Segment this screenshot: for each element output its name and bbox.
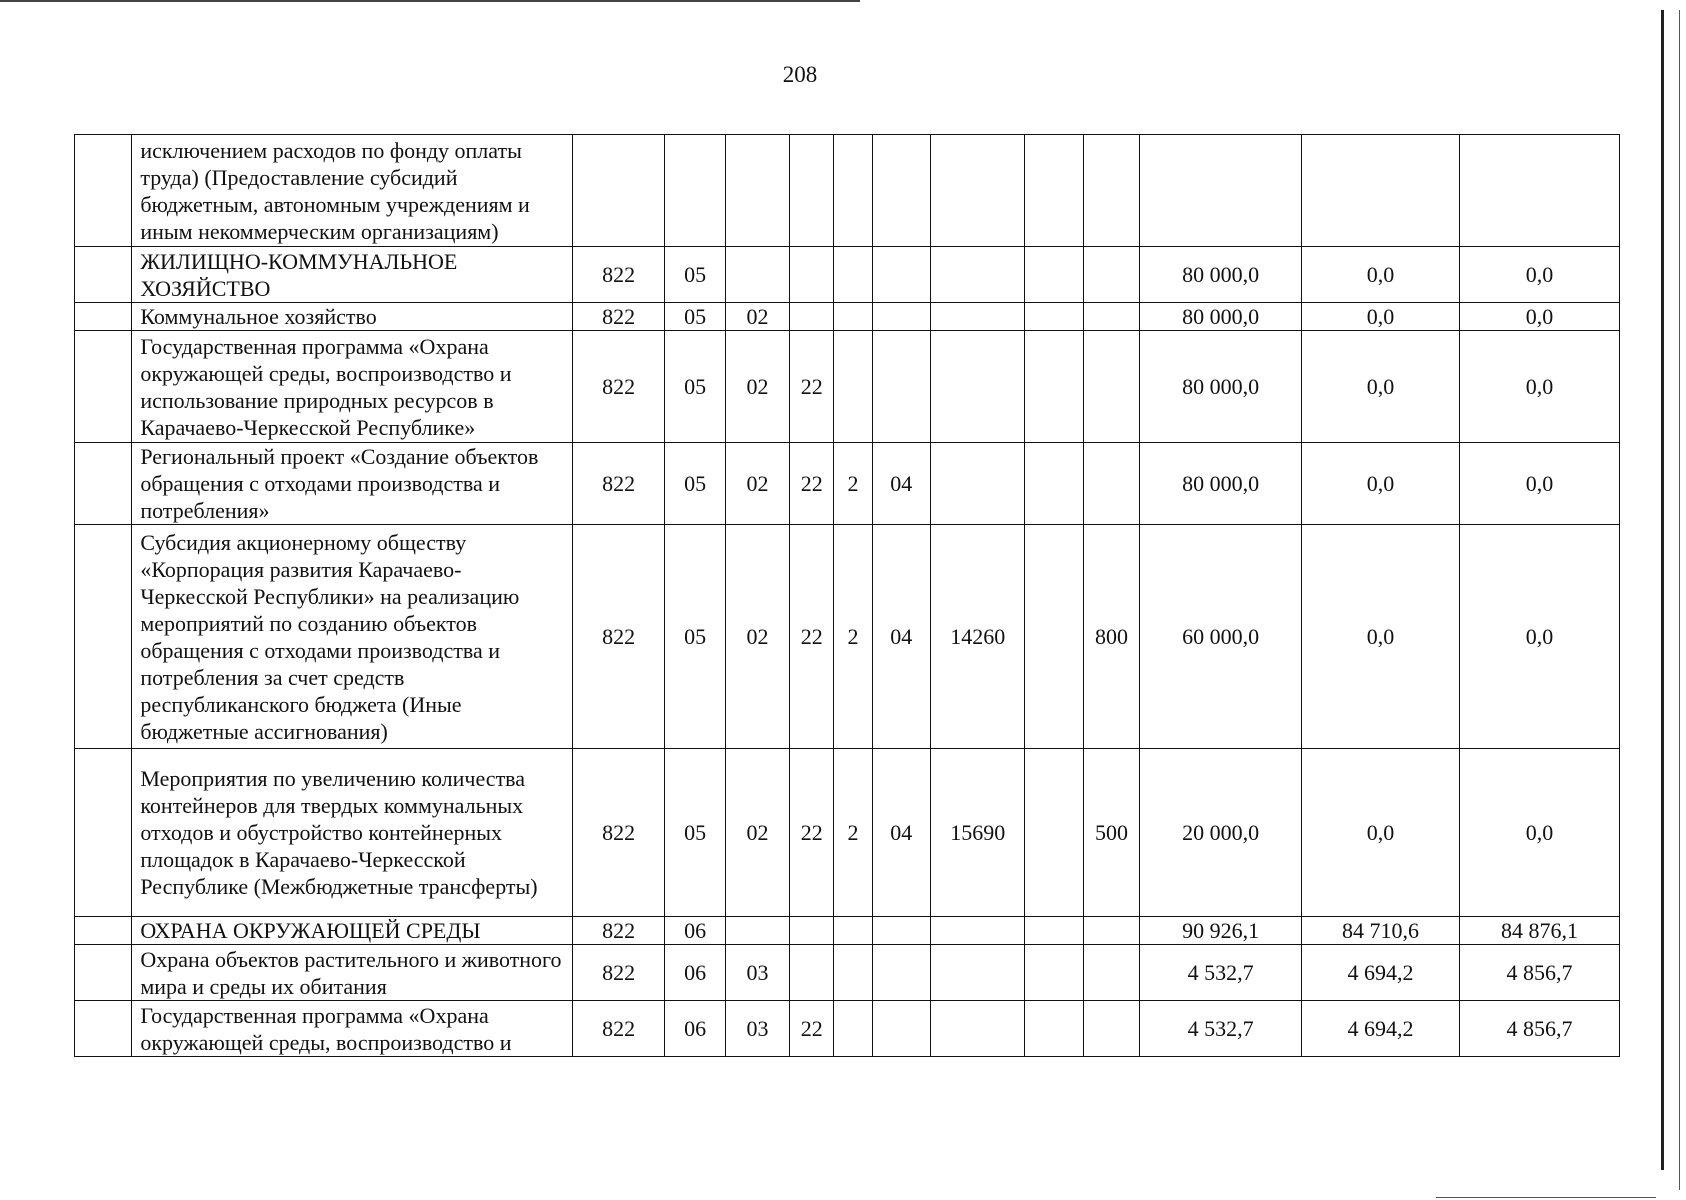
budget-table-body xyxy=(75,135,1620,1057)
cell-row-number xyxy=(75,247,132,303)
cell-extra xyxy=(1025,331,1083,443)
cell-extra xyxy=(1025,247,1083,303)
cell-main-event: 04 xyxy=(872,443,930,525)
cell-extra xyxy=(1025,135,1083,247)
page-number: 208 xyxy=(782,62,818,87)
cell-row-number xyxy=(75,749,132,917)
cell-program xyxy=(790,945,834,1001)
cell-sum-year3: 0,0 xyxy=(1459,749,1619,917)
cell-row-number xyxy=(75,303,132,331)
cell-admin-code: 822 xyxy=(572,749,665,917)
cell-subprogram xyxy=(834,1001,872,1057)
cell-sum-year2 xyxy=(1302,135,1460,247)
cell-sum-year1: 20 000,0 xyxy=(1140,749,1302,917)
table-row xyxy=(75,247,1620,303)
cell-sum-year2: 0,0 xyxy=(1302,303,1460,331)
cell-subsection xyxy=(725,917,789,945)
table-row xyxy=(75,917,1620,945)
cell-sum-year1: 80 000,0 xyxy=(1140,247,1302,303)
cell-admin-code: 822 xyxy=(572,247,665,303)
cell-sum-year2: 0,0 xyxy=(1302,525,1460,749)
cell-section: 06 xyxy=(665,945,725,1001)
cell-direction xyxy=(930,945,1025,1001)
cell-direction xyxy=(930,247,1025,303)
cell-item-name: Государственная программа «Охрана окружающей среды, воспроизводство и xyxy=(132,1001,573,1057)
cell-main-event xyxy=(872,917,930,945)
cell-main-event: 04 xyxy=(872,749,930,917)
table-row xyxy=(75,525,1620,749)
cell-direction xyxy=(930,303,1025,331)
cell-section: 05 xyxy=(665,749,725,917)
cell-subsection: 02 xyxy=(725,749,789,917)
cell-subprogram: 2 xyxy=(834,749,872,917)
cell-item-name: Охрана объектов растительного и животного мира и среды их обитания xyxy=(132,945,573,1001)
table-row xyxy=(75,945,1620,1001)
cell-subsection: 02 xyxy=(725,303,789,331)
cell-row-number xyxy=(75,917,132,945)
cell-sum-year3: 84 876,1 xyxy=(1459,917,1619,945)
cell-section: 05 xyxy=(665,247,725,303)
scan-edge-right xyxy=(1661,10,1664,1170)
cell-sum-year1 xyxy=(1140,135,1302,247)
cell-sum-year2: 84 710,6 xyxy=(1302,917,1460,945)
cell-item-name: Региональный проект «Создание объектов обращения с отходами производства и потребления» xyxy=(132,443,573,525)
cell-sum-year1: 60 000,0 xyxy=(1140,525,1302,749)
cell-sum-year1: 4 532,7 xyxy=(1140,945,1302,1001)
cell-row-number xyxy=(75,331,132,443)
cell-expense-type xyxy=(1083,917,1139,945)
cell-admin-code xyxy=(572,135,665,247)
scan-edge-right-thin xyxy=(1679,10,1680,1190)
cell-item-name: Государственная программа «Охрана окружающей среды, воспроизводство и использование природных ресурсов в Карачаево-Черкесской Республике» xyxy=(132,331,573,443)
cell-expense-type: 500 xyxy=(1083,749,1139,917)
cell-main-event xyxy=(872,945,930,1001)
cell-section xyxy=(665,135,725,247)
cell-subprogram xyxy=(834,303,872,331)
cell-sum-year3: 4 856,7 xyxy=(1459,945,1619,1001)
cell-subsection: 03 xyxy=(725,1001,789,1057)
table-row xyxy=(75,331,1620,443)
cell-item-name: Мероприятия по увеличению количества контейнеров для твердых коммунальных отходов и обустройство контейнерных площадок в Карачаево-Черкесской Республике (Межбюджетные трансферты) xyxy=(132,749,573,917)
cell-section: 05 xyxy=(665,331,725,443)
cell-subsection xyxy=(725,247,789,303)
cell-subsection xyxy=(725,135,789,247)
cell-extra xyxy=(1025,917,1083,945)
cell-sum-year3: 0,0 xyxy=(1459,303,1619,331)
cell-sum-year2: 4 694,2 xyxy=(1302,945,1460,1001)
cell-direction xyxy=(930,1001,1025,1057)
cell-extra xyxy=(1025,525,1083,749)
cell-extra xyxy=(1025,945,1083,1001)
cell-sum-year3: 0,0 xyxy=(1459,443,1619,525)
table-row xyxy=(75,749,1620,917)
cell-item-name: Коммунальное хозяйство xyxy=(132,303,573,331)
cell-direction xyxy=(930,917,1025,945)
cell-program xyxy=(790,303,834,331)
cell-sum-year3: 0,0 xyxy=(1459,247,1619,303)
cell-admin-code: 822 xyxy=(572,303,665,331)
cell-item-name: ОХРАНА ОКРУЖАЮЩЕЙ СРЕДЫ xyxy=(132,917,573,945)
cell-program: 22 xyxy=(790,525,834,749)
cell-sum-year3 xyxy=(1459,135,1619,247)
table-row xyxy=(75,135,1620,247)
cell-sum-year1: 90 926,1 xyxy=(1140,917,1302,945)
cell-expense-type xyxy=(1083,247,1139,303)
cell-admin-code: 822 xyxy=(572,331,665,443)
cell-expense-type xyxy=(1083,135,1139,247)
cell-main-event xyxy=(872,135,930,247)
cell-section: 06 xyxy=(665,1001,725,1057)
cell-expense-type: 800 xyxy=(1083,525,1139,749)
cell-section: 05 xyxy=(665,443,725,525)
cell-admin-code: 822 xyxy=(572,525,665,749)
cell-row-number xyxy=(75,443,132,525)
cell-subprogram xyxy=(834,135,872,247)
cell-main-event: 04 xyxy=(872,525,930,749)
cell-sum-year3: 0,0 xyxy=(1459,525,1619,749)
cell-sum-year3: 4 856,7 xyxy=(1459,1001,1619,1057)
cell-extra xyxy=(1025,749,1083,917)
cell-expense-type xyxy=(1083,945,1139,1001)
cell-sum-year1: 4 532,7 xyxy=(1140,1001,1302,1057)
cell-program xyxy=(790,917,834,945)
cell-subprogram xyxy=(834,247,872,303)
table-row xyxy=(75,1001,1620,1057)
cell-section: 05 xyxy=(665,525,725,749)
cell-extra xyxy=(1025,303,1083,331)
cell-program xyxy=(790,247,834,303)
scan-edge-bottom xyxy=(1436,1197,1656,1198)
cell-item-name: ЖИЛИЩНО-КОММУНАЛЬНОЕ ХОЗЯЙСТВО xyxy=(132,247,573,303)
cell-expense-type xyxy=(1083,331,1139,443)
cell-section: 06 xyxy=(665,917,725,945)
cell-program: 22 xyxy=(790,749,834,917)
cell-program xyxy=(790,135,834,247)
cell-subsection: 03 xyxy=(725,945,789,1001)
cell-direction: 14260 xyxy=(930,525,1025,749)
cell-admin-code: 822 xyxy=(572,945,665,1001)
cell-expense-type xyxy=(1083,1001,1139,1057)
cell-program: 22 xyxy=(790,443,834,525)
cell-sum-year2: 0,0 xyxy=(1302,443,1460,525)
cell-subsection: 02 xyxy=(725,525,789,749)
cell-program: 22 xyxy=(790,1001,834,1057)
cell-admin-code: 822 xyxy=(572,917,665,945)
cell-main-event xyxy=(872,331,930,443)
cell-subprogram xyxy=(834,917,872,945)
cell-main-event xyxy=(872,303,930,331)
table-row xyxy=(75,443,1620,525)
cell-direction xyxy=(930,135,1025,247)
cell-item-name: исключением расходов по фонду оплаты труда) (Предоставление субсидий бюджетным, автономным учреждениям и иным некоммерческим организациям) xyxy=(132,135,573,247)
cell-direction xyxy=(930,331,1025,443)
cell-subprogram: 2 xyxy=(834,443,872,525)
budget-table xyxy=(74,134,1620,1057)
cell-sum-year1: 80 000,0 xyxy=(1140,443,1302,525)
cell-extra xyxy=(1025,1001,1083,1057)
cell-expense-type xyxy=(1083,303,1139,331)
cell-row-number xyxy=(75,135,132,247)
scan-edge-top xyxy=(0,0,860,2)
cell-main-event xyxy=(872,1001,930,1057)
cell-direction: 15690 xyxy=(930,749,1025,917)
cell-direction xyxy=(930,443,1025,525)
cell-sum-year2: 0,0 xyxy=(1302,749,1460,917)
table-row xyxy=(75,303,1620,331)
cell-admin-code: 822 xyxy=(572,443,665,525)
cell-row-number xyxy=(75,945,132,1001)
cell-sum-year3: 0,0 xyxy=(1459,331,1619,443)
cell-sum-year2: 0,0 xyxy=(1302,247,1460,303)
cell-subprogram xyxy=(834,331,872,443)
cell-row-number xyxy=(75,525,132,749)
cell-row-number xyxy=(75,1001,132,1057)
cell-item-name: Субсидия акционерному обществу «Корпорация развития Карачаево-Черкесской Республики» на реализацию мероприятий по созданию объектов обращения с отходами производства и потребления за счет средств республиканского бюджета (Иные бюджетные ассигнования) xyxy=(132,525,573,749)
cell-sum-year2: 4 694,2 xyxy=(1302,1001,1460,1057)
cell-admin-code: 822 xyxy=(572,1001,665,1057)
cell-section: 05 xyxy=(665,303,725,331)
cell-sum-year2: 0,0 xyxy=(1302,331,1460,443)
cell-expense-type xyxy=(1083,443,1139,525)
cell-sum-year1: 80 000,0 xyxy=(1140,331,1302,443)
cell-extra xyxy=(1025,443,1083,525)
cell-sum-year1: 80 000,0 xyxy=(1140,303,1302,331)
cell-subprogram xyxy=(834,945,872,1001)
cell-subsection: 02 xyxy=(725,331,789,443)
cell-subsection: 02 xyxy=(725,443,789,525)
cell-subprogram: 2 xyxy=(834,525,872,749)
cell-main-event xyxy=(872,247,930,303)
cell-program: 22 xyxy=(790,331,834,443)
